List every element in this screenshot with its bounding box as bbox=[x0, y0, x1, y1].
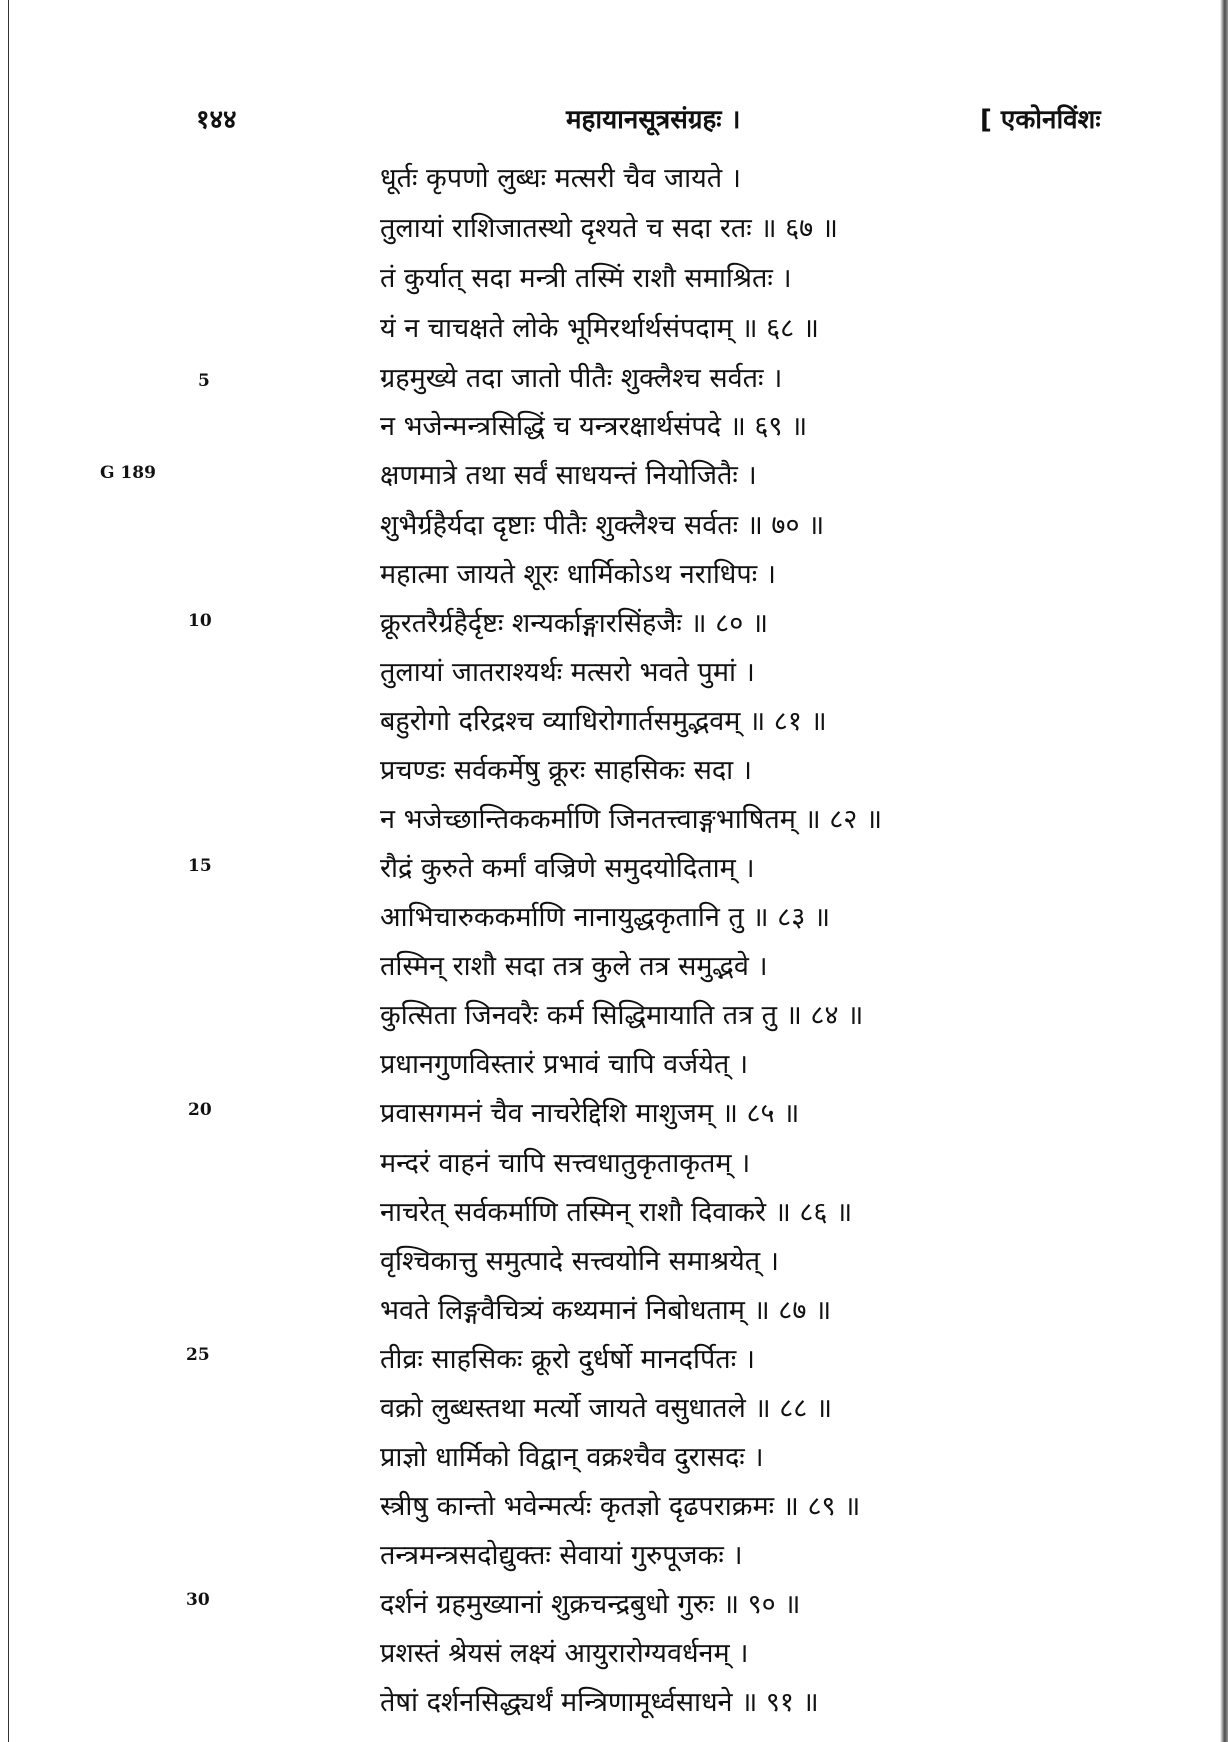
verse-line: वक्रो लुब्धस्तथा मर्त्यो जायते वसुधातले ॥ ८८ ॥ bbox=[380, 1393, 833, 1424]
line-number: 5 bbox=[198, 371, 210, 391]
verse-line: आभिचारुककर्माणि नानायुद्धकृतानि तु ॥ ८३ ॥ bbox=[380, 902, 830, 933]
page-number: १४४ bbox=[196, 105, 237, 135]
verse-line: मन्दरं वाहनं चापि सत्त्वधातुकृताकृतम् । bbox=[380, 1148, 751, 1179]
verse-line: यं न चाचक्षते लोके भूमिरर्थार्थसंपदाम् ॥ ६८ ॥ bbox=[380, 313, 819, 344]
verse-line: नाचरेत् सर्वकर्माणि तस्मिन् राशौ दिवाकरे ॥ ८६ ॥ bbox=[380, 1197, 853, 1228]
page-scan-edge bbox=[1220, 0, 1228, 1742]
verse-line: क्रूरतरैर्ग्रहैर्दृष्टः शन्यर्काङ्गारसिंहजैः ॥ ८० ॥ bbox=[380, 608, 769, 639]
verse-line: क्षणमात्रे तथा सर्वं साधयन्तं नियोजितैः । bbox=[380, 460, 757, 491]
line-number: 10 bbox=[188, 611, 212, 631]
verse-line: तस्मिन् राशौ सदा तत्र कुले तत्र समुद्भवे । bbox=[380, 951, 768, 982]
verse-line: न भजेन्मन्त्रसिद्धिं च यन्त्ररक्षार्थसंपदे ॥ ६९ ॥ bbox=[380, 411, 808, 442]
manuscript-folio-reference: G 189 bbox=[100, 463, 156, 483]
verse-line: तेषां दर्शनसिद्ध्यर्थं मन्त्रिणामूर्ध्वसाधने ॥ ९१ ॥ bbox=[380, 1687, 819, 1718]
verse-line: भवते लिङ्गवैचित्र्यं कथ्यमानं निबोधताम् ॥ ८७ ॥ bbox=[380, 1295, 832, 1326]
line-number: 30 bbox=[186, 1590, 210, 1610]
verse-line: वृश्चिकात्तु समुत्पादे सत्त्वयोनि समाश्रयेत् । bbox=[380, 1246, 779, 1277]
verse-line: ग्रहमुख्ये तदा जातो पीतैः शुक्लैश्च सर्वतः । bbox=[380, 363, 783, 394]
verse-line: रौद्रं कुरुते कर्मां वज्रिणे समुदयोदिताम् । bbox=[380, 853, 755, 884]
chapter-label: [ एकोनविंशः bbox=[980, 105, 1101, 135]
verse-line: कुत्सिता जिनवरैः कर्म सिद्धिमायाति तत्र तु ॥ ८४ ॥ bbox=[380, 1000, 864, 1031]
verse-line: दर्शनं ग्रहमुख्यानां शुक्रचन्द्रबुधो गुरुः ॥ ९० ॥ bbox=[380, 1589, 801, 1620]
verse-line: प्रवासगमनं चैव नाचरेद्दिशि माशुजम् ॥ ८५ ॥ bbox=[380, 1098, 800, 1129]
verse-line: न भजेच्छान्तिककर्माणि जिनतत्त्वाङ्गभाषितम् ॥ ८२ ॥ bbox=[380, 804, 883, 835]
page-margin-rule bbox=[8, 0, 9, 1742]
verse-line: तन्त्रमन्त्रसदोद्युक्तः सेवायां गुरुपूजकः । bbox=[380, 1540, 743, 1571]
verse-line: प्रधानगुणविस्तारं प्रभावं चापि वर्जयेत् । bbox=[380, 1049, 749, 1080]
verse-line: तुलायां जातराश्यर्थः मत्सरो भवते पुमां । bbox=[380, 657, 755, 688]
verse-line: प्राज्ञो धार्मिको विद्वान् वक्रश्चैव दुरासदः । bbox=[380, 1442, 764, 1473]
verse-line: प्रशस्तं श्रेयसं लक्ष्यं आयुरारोग्यवर्धनम् । bbox=[380, 1638, 749, 1669]
verse-line: बहुरोगो दरिद्रश्च व्याधिरोगार्तसमुद्भवम् ॥ ८१ ॥ bbox=[380, 706, 827, 737]
verse-line: धूर्तः कृपणो लुब्धः मत्सरी चैव जायते । bbox=[380, 163, 741, 194]
running-title: महायानसूत्रसंग्रहः । bbox=[566, 105, 741, 135]
verse-line: महात्मा जायते शूरः धार्मिकोऽथ नराधिपः । bbox=[380, 559, 777, 590]
verse-line: प्रचण्डः सर्वकर्मेषु क्रूरः साहसिकः सदा । bbox=[380, 755, 752, 786]
verse-line: तं कुर्यात् सदा मन्त्री तस्मिं राशौ समाश्रितः । bbox=[380, 263, 792, 294]
line-number: 15 bbox=[188, 856, 212, 876]
verse-line: शुभैर्ग्रहैर्यदा दृष्टाः पीतैः शुक्लैश्च सर्वतः ॥ ७० ॥ bbox=[380, 510, 825, 541]
verse-line: स्त्रीषु कान्तो भवेन्मर्त्यः कृतज्ञो दृढपराक्रमः ॥ ८९ ॥ bbox=[380, 1491, 861, 1522]
line-number: 25 bbox=[186, 1345, 210, 1365]
verse-line: तीव्रः साहसिकः क्रूरो दुर्धर्षो मानदर्पितः । bbox=[380, 1344, 755, 1375]
line-number: 20 bbox=[188, 1100, 212, 1120]
verse-line: तुलायां राशिजातस्थो दृश्यते च सदा रतः ॥ ६७ ॥ bbox=[380, 213, 838, 244]
